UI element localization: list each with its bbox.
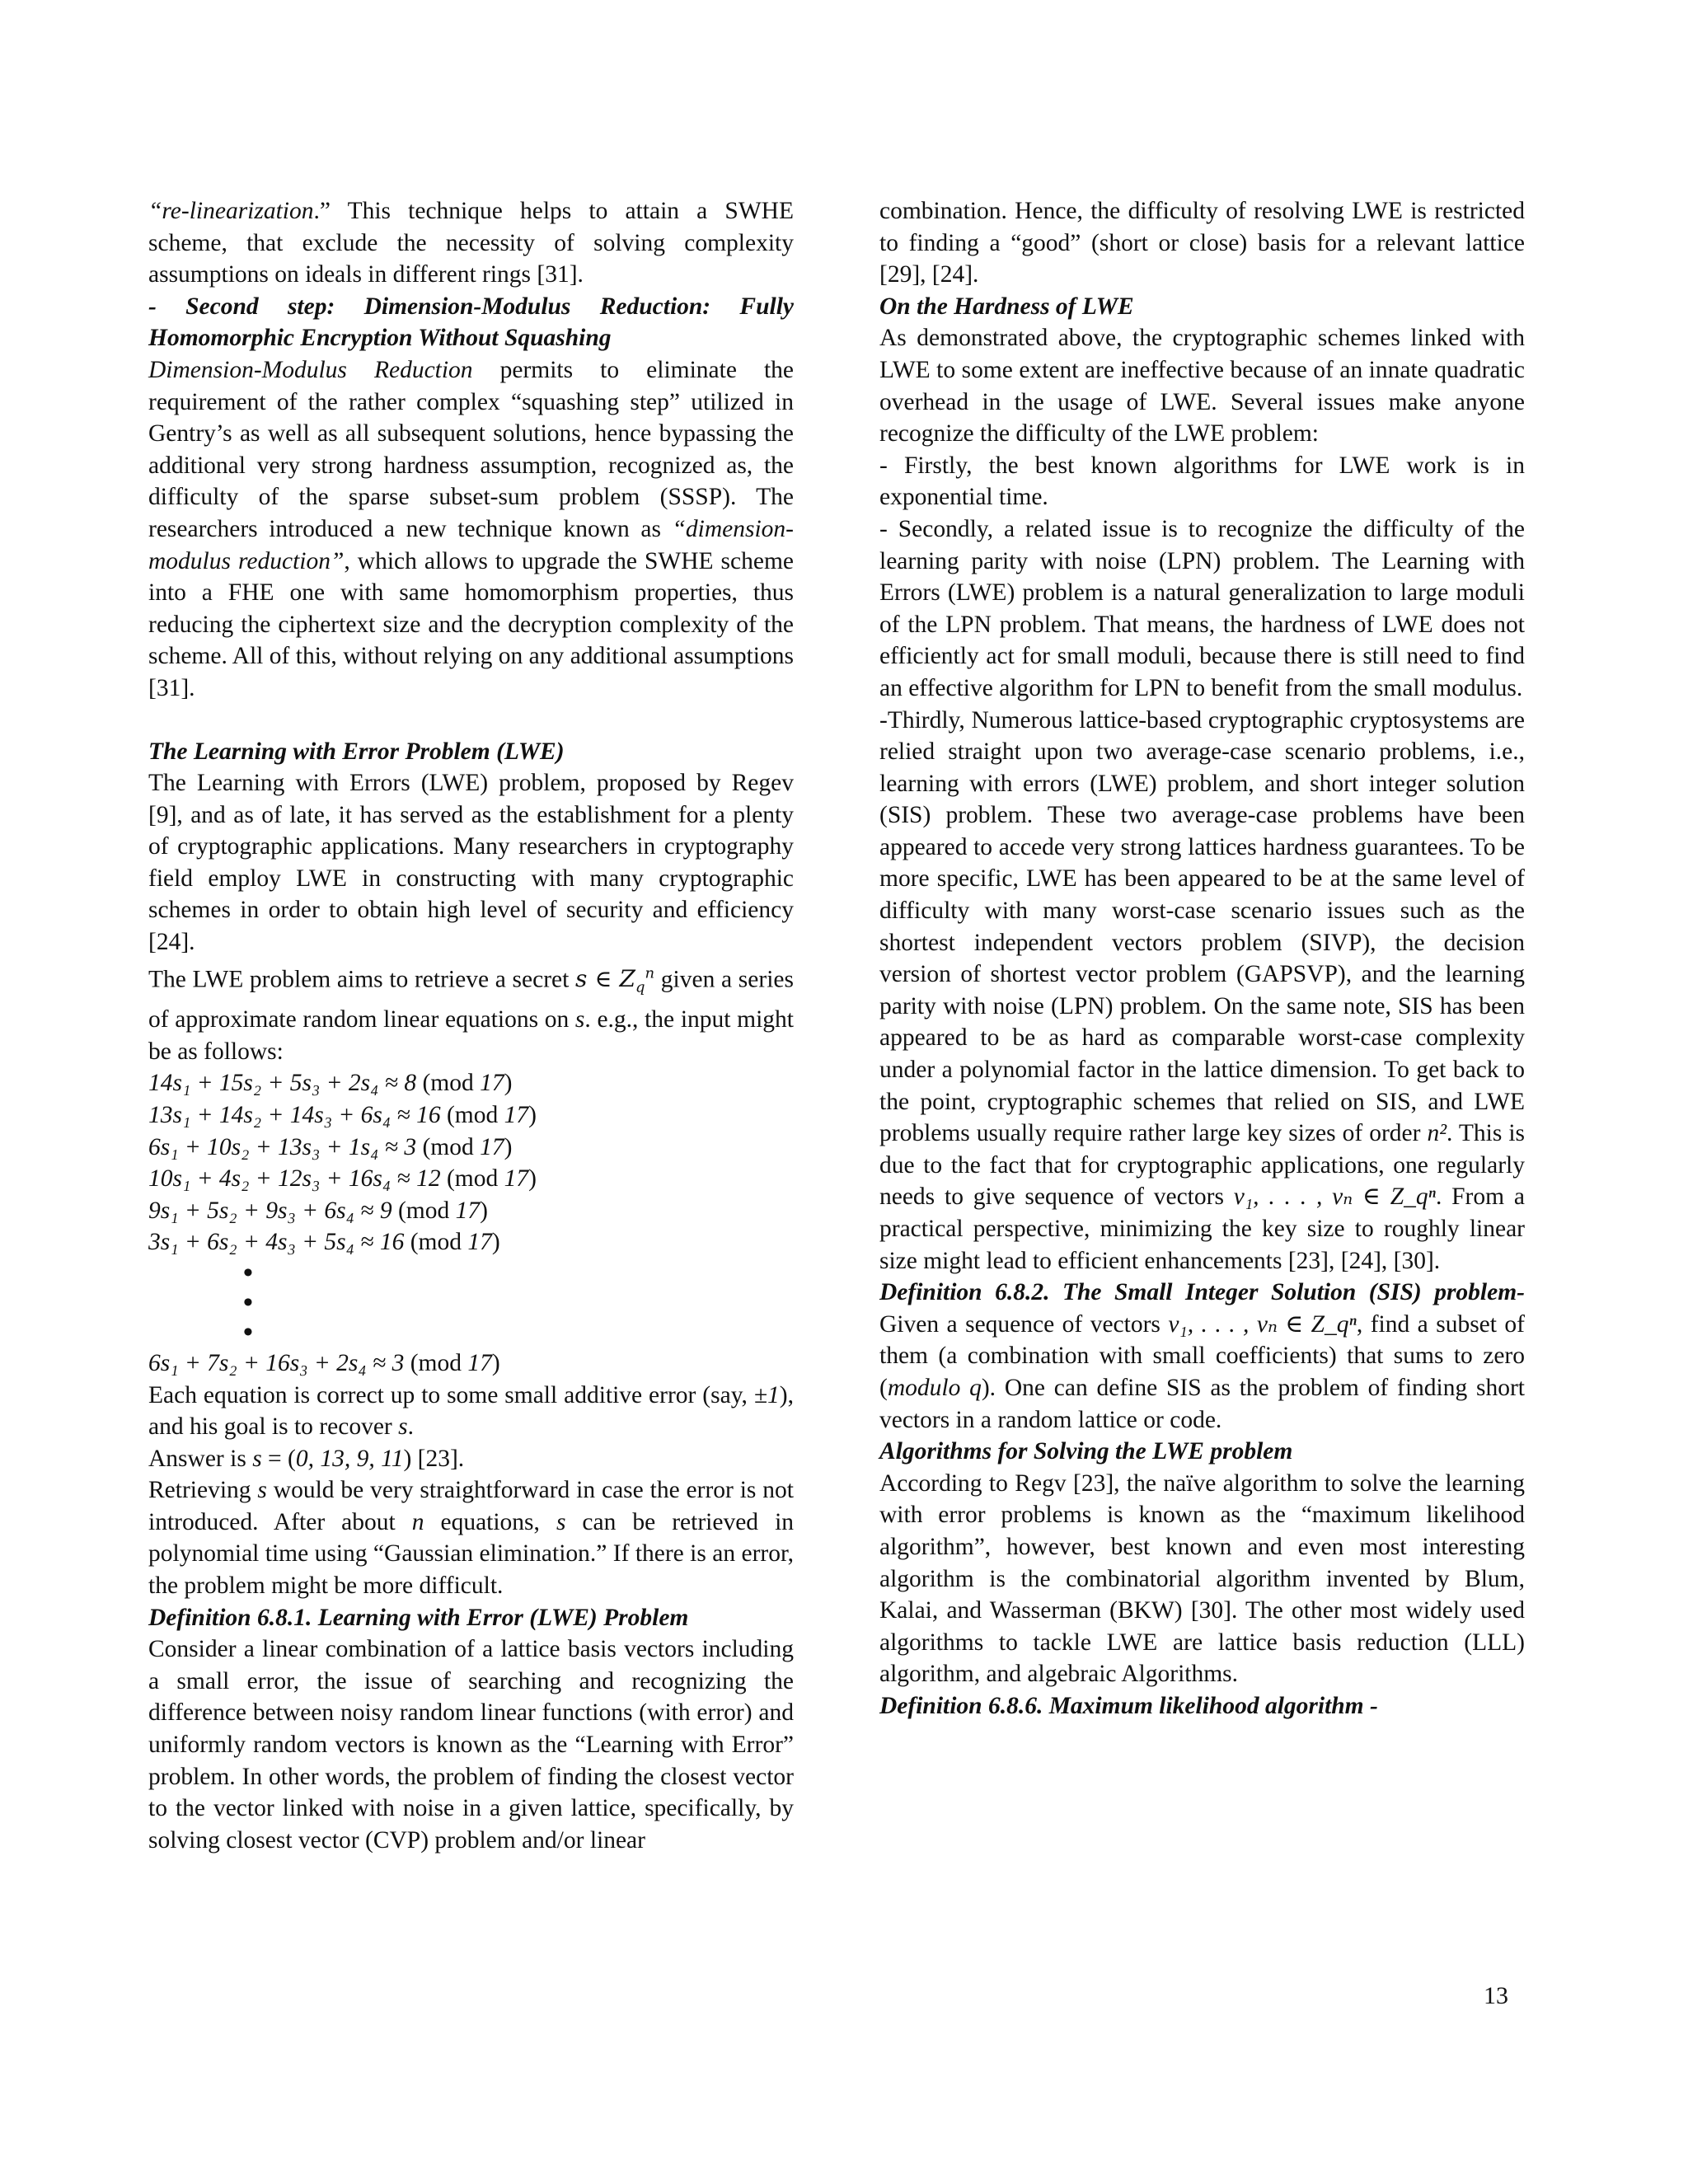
equation-line: 10s₁ + 4s₂ + 12s₃ + 16s₄ ≈ 12 (mod 17) <box>148 1165 537 1193</box>
paragraph-answer: Answer is s = (0, 13, 9, 11) [23]. <box>148 1445 465 1472</box>
paragraph-text: permits to eliminate the requirement of the rather complex “squashing step” utilized in Gentry’s as well as all subsequent solutions, hence bypassing the additional very strong hardness assumption, recognized as, the difficulty of the sparse subset-sum problem (SSSP). The researchers introduced a new technique known as <box>148 356 795 542</box>
paragraph-definition-682: Definition 6.8.2. The Small Integer Solution (SIS) problem- Given a sequence of vectors v₁, . . . , vₙ ∈ Z_qⁿ, find a subset of them (a combination with small coefficients) that sums to zero (modulo q). One can define SIS as the problem of finding short vectors in a random lattice or code. <box>879 1279 1525 1433</box>
math-vectors: v₁, . . . , vₙ ∈ Z_qⁿ <box>1168 1310 1357 1338</box>
left-column <box>148 195 794 1856</box>
paragraph-text: The LWE problem aims to retrieve a secret <box>148 965 575 992</box>
paragraph-text: . e.g., the input might be as follows: <box>148 1006 794 1065</box>
equation-line-last: 6s₁ + 7s₂ + 16s₃ + 2s₄ ≈ 3 (mod 17) <box>148 1349 500 1376</box>
spacer <box>148 705 794 736</box>
right-column <box>879 195 1525 1722</box>
paragraph-definition-681: Consider a linear combination of a lattice basis vectors including a small error, the issue of searching and recognizing the difference between noisy random linear functions (with error) and uniformly random vectors is known as the “Learning with Error” problem. In other words, the problem of finding the closest vector to the vector linked with noise in a given lattice, specifically, by solving closest vector (CVP) problem and/or linear <box>148 1636 794 1854</box>
paragraph-text: .” This technique helps to attain a SWHE scheme, that exclude the necessity of solving complexity assumptions on ideals in different rings [31]. <box>148 198 794 288</box>
emphasis-text: Dimension-Modulus Reduction <box>148 356 473 383</box>
paragraph-algorithms: According to Regv [23], the naïve algorithm to solve the learning with error problems is known as the “maximum likelihood algorithm”, however, best known and even most interesting algorithm is the combinatorial algorithm invented by Blum, Kalai, and Wasserman (BKW) [30]. The other most widely used algorithms to tackle LWE are lattice basis reduction (LLL) algorithm, and algebraic Algorithms. <box>879 1469 1525 1688</box>
heading-definition-681: Definition 6.8.1. Learning with Error (LWE) Problem <box>148 1604 689 1631</box>
paragraph-secondly: - Secondly, a related issue is to recognize the difficulty of the learning parity with noise (LPN) problem. The Learning with Errors (LWE) problem is a natural generalization to large moduli of the LPN problem. That means, the hardness of LWE does not efficiently act for small moduli, because there is still need to find an effective algorithm for LPN to benefit from the small modulus. <box>879 515 1525 701</box>
paragraph-text: given a series of approximate random linear equations on <box>148 965 794 1033</box>
paragraph-error: Each equation is correct up to some small additive error (say, ±1), and his goal is to recover s. <box>148 1381 794 1441</box>
math-s: s <box>574 1006 585 1033</box>
emphasis-text: “dimension- modulus reduction” <box>148 515 794 574</box>
paragraph-dimension-modulus <box>148 354 794 705</box>
heading-definition-686: Definition 6.8.6. Maximum likelihood algorithm - <box>879 1692 1378 1719</box>
equation-line: 13s₁ + 14s₂ + 14s₃ + 6s₄ ≈ 16 (mod 17) <box>148 1101 537 1128</box>
paragraph-thirdly: -Thirdly, Numerous lattice-based cryptographic cryptosystems are relied straight upon two average-case scenario problems, i.e., learning with errors (LWE) problem, and short integer solution (SIS) problem. These two average-case problems have been appeared to accede very strong lattices hardness guarantees. To be more specific, LWE has been appeared to be at the same level of difficulty with many worst-case scenario issues such as the shortest independent vectors problem (SIVP), the decision version of shortest vector problem (GAPSVP), and the learning parity with noise (LPN) problem. On the same note, SIS has been appeared to be as hard as comparable worst-case complexity under a polynomial factor in the lattice dimension. To get back to the point, cryptographic schemes that relied on SIS, and LWE problems usually require rather large key sizes of order n². This is due to the fact that for cryptographic applications, one regularly needs to give sequence of vectors v₁, . . . , vₙ ∈ Z_qⁿ. From a practical perspective, minimizing the key size to roughly linear size might lead to efficient enhancements [23], [24], [30]. <box>879 706 1525 1274</box>
paragraph-hardness: As demonstrated above, the cryptographic schemes linked with LWE to some extent are ineffective because of an innate quadratic overhead in the usage of LWE. Several issues make anyone recognize the difficulty of the LWE problem: <box>879 325 1525 448</box>
ellipsis-dot: • <box>243 1257 253 1288</box>
page-number: 13 <box>1484 1982 1508 2009</box>
paragraph-firstly: - Firstly, the best known algorithms for LWE work is in exponential time. <box>879 452 1525 511</box>
heading-algorithms: Algorithms for Solving the LWE problem <box>879 1438 1293 1465</box>
equation-line: 3s₁ + 6s₂ + 4s₃ + 5s₄ ≈ 16 (mod 17) <box>148 1229 500 1256</box>
paragraph-relinearization <box>148 195 794 291</box>
equation-line: 6s₁ + 10s₂ + 13s₃ + 1s₄ ≈ 3 (mod 17) <box>148 1133 513 1160</box>
paragraph-lwe-intro: The Learning with Errors (LWE) problem, proposed by Regev [9], and as of late, it has served as the establishment for a plenty of cryptographic applications. Many researchers in cryptography field employ LWE in constructing with many cryptographic schemes in order to obtain high level of security and efficiency [24]. <box>148 770 794 956</box>
vertical-ellipsis <box>148 1258 794 1347</box>
emphasis-text: “re-linearization <box>148 198 314 224</box>
math-vectors: v₁, . . . , vₙ ∈ Z_qⁿ <box>1233 1183 1436 1211</box>
math-s-in-zqn: s ∈ $Z_q^n$ <box>575 964 655 996</box>
paragraph-combination: combination. Hence, the difficulty of resolving LWE is restricted to finding a “good” (short or close) basis for a relevant lattice [29], [24]. <box>879 198 1525 288</box>
paragraph-text: , which allows to upgrade the SWHE scheme into a FHE one with same homomorphism properties, thus reducing the ciphertext size and the decryption complexity of the scheme. All of this, without relying on any additional assumptions [31]. <box>148 547 794 701</box>
definition-682-heading: Definition 6.8.2. The Small Integer Solution (SIS) problem- <box>879 1279 1525 1306</box>
ellipsis-dot: • <box>243 1286 253 1318</box>
equation-line: 9s₁ + 5s₂ + 9s₃ + 6s₄ ≈ 9 (mod 17) <box>148 1197 488 1224</box>
ellipsis-dot: • <box>243 1316 253 1347</box>
equation-line: 14s₁ + 15s₂ + 5s₃ + 2s₄ ≈ 8 (mod 17) <box>148 1070 513 1097</box>
heading-hardness: On the Hardness of LWE <box>879 293 1134 320</box>
paragraph-retrieving: Retrieving s would be very straightforward in case the error is not introduced. After about n equations, s can be retrieved in polynomial time using “Gaussian elimination.” If there is an error, the problem might be more difficult. <box>148 1477 795 1600</box>
equation-list <box>148 1067 794 1379</box>
paragraph-lwe-aim <box>148 958 794 1068</box>
heading-second-step: - Second step: Dimension-Modulus Reduction: Fully Homomorphic Encryption Without Squashing <box>148 293 794 352</box>
heading-lwe: The Learning with Error Problem (LWE) <box>148 738 565 765</box>
